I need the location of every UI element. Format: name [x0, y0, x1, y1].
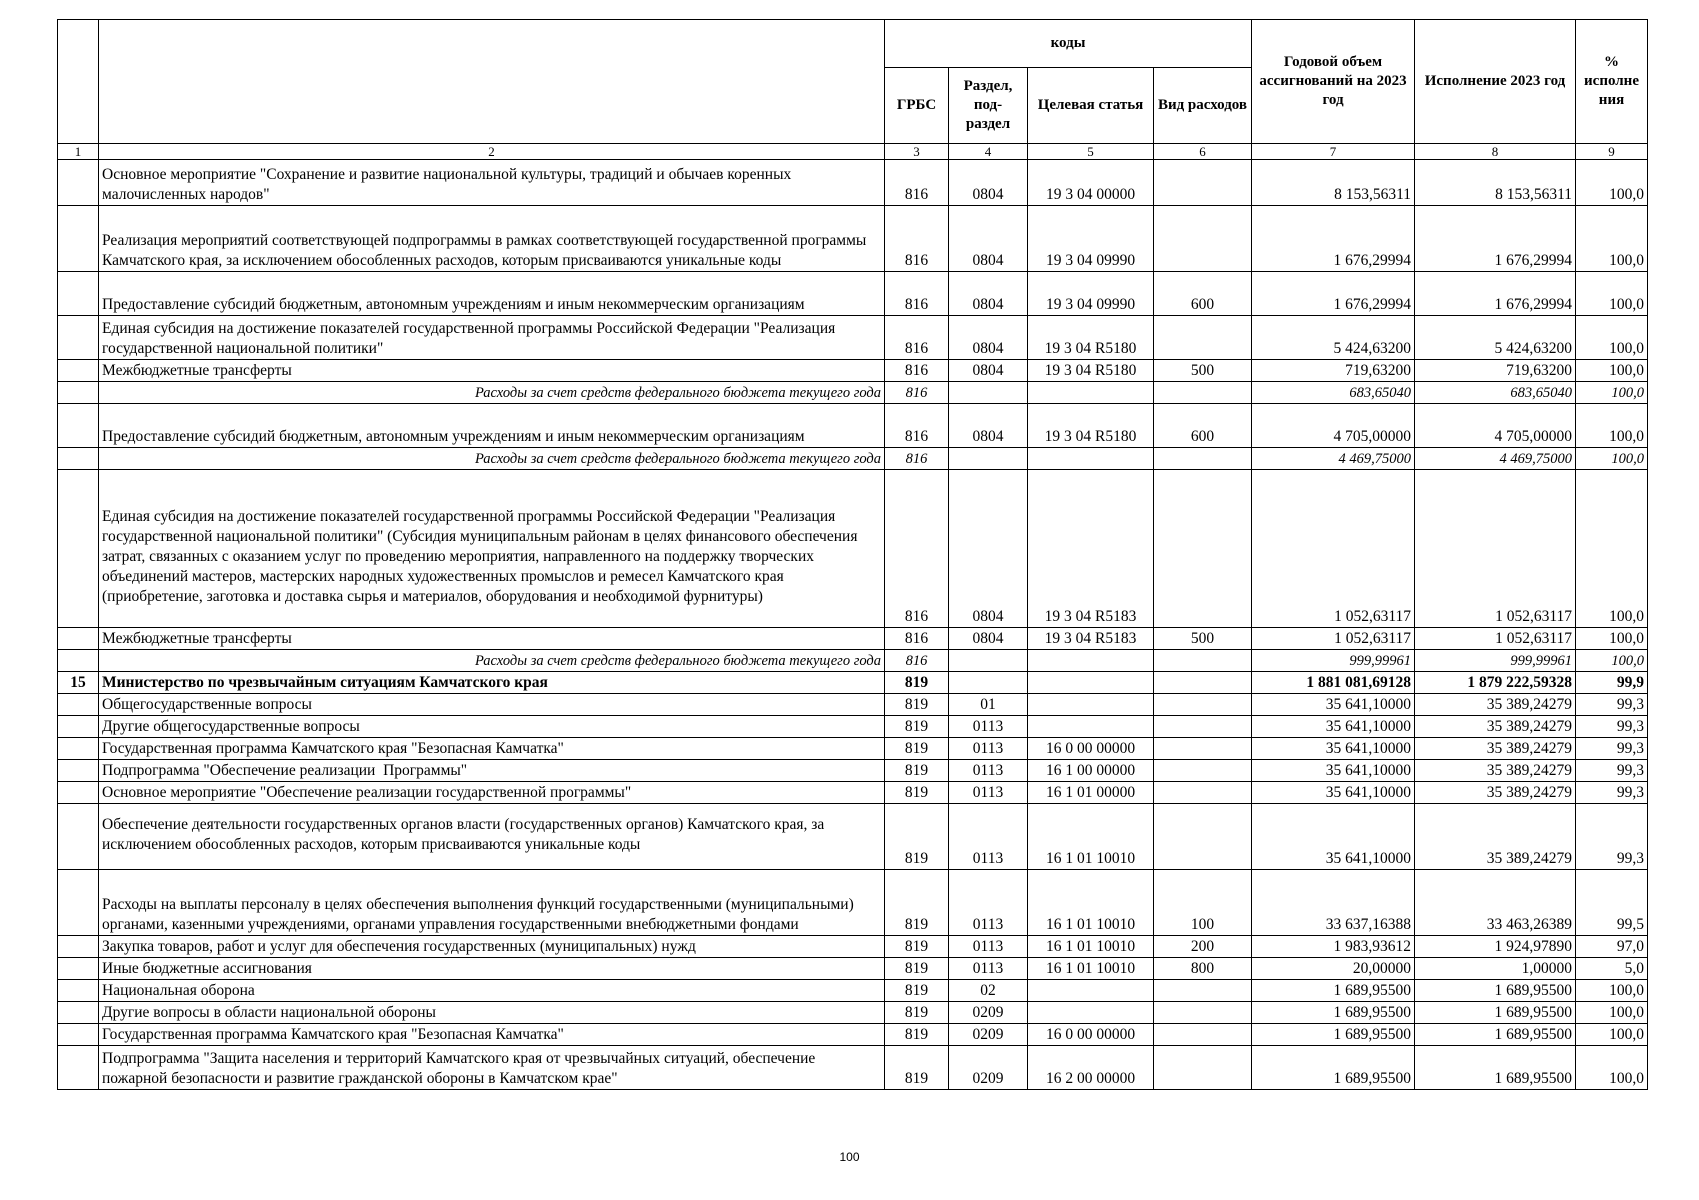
- row-percent: 100,0: [1576, 1046, 1648, 1090]
- row-execution: 1 879 222,59328: [1415, 672, 1576, 694]
- row-number: [58, 782, 99, 804]
- row-execution: 1 689,95500: [1415, 1024, 1576, 1046]
- row-percent: 100,0: [1576, 1002, 1648, 1024]
- header-target: Целевая статья: [1028, 68, 1154, 144]
- row-description: Подпрограмма "Обеспечение реализации Программы": [99, 760, 885, 782]
- row-number: [58, 650, 99, 672]
- row-section: 02: [949, 980, 1028, 1002]
- row-type: [1154, 760, 1252, 782]
- row-section: 0113: [949, 760, 1028, 782]
- row-type: [1154, 804, 1252, 870]
- col-number: 1: [58, 144, 99, 160]
- row-execution: 5 424,63200: [1415, 316, 1576, 360]
- table-row: [58, 1024, 1648, 1046]
- table-header: [58, 20, 1648, 160]
- row-execution: 1 924,97890: [1415, 936, 1576, 958]
- row-type: 100: [1154, 870, 1252, 936]
- row-grbs: 816: [885, 316, 949, 360]
- row-percent: 100,0: [1576, 360, 1648, 382]
- header-codes: коды: [885, 20, 1252, 68]
- row-annual: 35 641,10000: [1252, 694, 1415, 716]
- col-number: 4: [949, 144, 1028, 160]
- row-execution: 4 469,75000: [1415, 448, 1576, 470]
- row-type: 600: [1154, 272, 1252, 316]
- row-percent: 99,3: [1576, 738, 1648, 760]
- table-row: [58, 650, 1648, 672]
- table-row: [58, 360, 1648, 382]
- row-annual: 1 881 081,69128: [1252, 672, 1415, 694]
- row-percent: 99,9: [1576, 672, 1648, 694]
- row-type: [1154, 1024, 1252, 1046]
- row-section: 0113: [949, 716, 1028, 738]
- row-percent: 99,3: [1576, 804, 1648, 870]
- row-section: [949, 382, 1028, 404]
- header-num-cell: [58, 20, 99, 144]
- row-number: [58, 628, 99, 650]
- row-section: 0209: [949, 1002, 1028, 1024]
- row-section: 0209: [949, 1024, 1028, 1046]
- row-target: 16 1 00 00000: [1028, 760, 1154, 782]
- row-target: [1028, 448, 1154, 470]
- row-grbs: 816: [885, 404, 949, 448]
- row-target: [1028, 672, 1154, 694]
- row-type: [1154, 1046, 1252, 1090]
- table-row: [58, 716, 1648, 738]
- row-section: 0113: [949, 782, 1028, 804]
- row-number: [58, 738, 99, 760]
- row-section: 0804: [949, 206, 1028, 272]
- row-section: [949, 672, 1028, 694]
- row-annual: 999,99961: [1252, 650, 1415, 672]
- row-execution: 33 463,26389: [1415, 870, 1576, 936]
- row-number: [58, 694, 99, 716]
- row-number: [58, 382, 99, 404]
- row-percent: 99,3: [1576, 760, 1648, 782]
- row-grbs: 819: [885, 738, 949, 760]
- header-annual: Годовой объем ассигнований на 2023 год: [1252, 20, 1415, 144]
- table-row: [58, 272, 1648, 316]
- row-annual: 20,00000: [1252, 958, 1415, 980]
- row-description: Основное мероприятие "Сохранение и развитие национальной культуры, традиций и обычаев коренных малочисленных народов": [99, 160, 885, 206]
- row-description: Основное мероприятие "Обеспечение реализации государственной программы": [99, 782, 885, 804]
- row-type: [1154, 206, 1252, 272]
- row-target: [1028, 980, 1154, 1002]
- row-annual: 35 641,10000: [1252, 804, 1415, 870]
- row-number: [58, 804, 99, 870]
- table-row: [58, 160, 1648, 206]
- row-annual: 1 676,29994: [1252, 206, 1415, 272]
- col-number: 3: [885, 144, 949, 160]
- row-section: 0804: [949, 404, 1028, 448]
- row-execution: 35 389,24279: [1415, 694, 1576, 716]
- row-percent: 100,0: [1576, 628, 1648, 650]
- row-description: Расходы за счет средств федерального бюджета текущего года: [99, 382, 885, 404]
- row-annual: 1 983,93612: [1252, 936, 1415, 958]
- header-type: Вид расходов: [1154, 68, 1252, 144]
- row-section: 0113: [949, 738, 1028, 760]
- row-number: [58, 272, 99, 316]
- row-percent: 100,0: [1576, 470, 1648, 628]
- table-row: [58, 404, 1648, 448]
- row-number: [58, 360, 99, 382]
- row-section: 0113: [949, 804, 1028, 870]
- column-number-row: [58, 144, 1648, 160]
- row-annual: 1 052,63117: [1252, 628, 1415, 650]
- table-row: [58, 870, 1648, 936]
- row-type: 800: [1154, 958, 1252, 980]
- row-execution: 35 389,24279: [1415, 804, 1576, 870]
- budget-execution-table: [57, 19, 1648, 1090]
- row-target: 16 1 01 10010: [1028, 804, 1154, 870]
- row-section: [949, 650, 1028, 672]
- row-annual: 1 689,95500: [1252, 1024, 1415, 1046]
- row-percent: 97,0: [1576, 936, 1648, 958]
- row-execution: 35 389,24279: [1415, 760, 1576, 782]
- row-type: [1154, 694, 1252, 716]
- header-section: Раздел, под-раздел: [949, 68, 1028, 144]
- row-section: 0804: [949, 272, 1028, 316]
- row-number: [58, 1046, 99, 1090]
- row-description: Государственная программа Камчатского края "Безопасная Камчатка": [99, 738, 885, 760]
- row-type: [1154, 316, 1252, 360]
- row-description: Закупка товаров, работ и услуг для обеспечения государственных (муниципальных) нужд: [99, 936, 885, 958]
- row-grbs: 819: [885, 1046, 949, 1090]
- header-execution: Исполнение 2023 год: [1415, 20, 1576, 144]
- row-number: [58, 404, 99, 448]
- row-execution: 1 052,63117: [1415, 470, 1576, 628]
- row-grbs: 816: [885, 360, 949, 382]
- row-number: [58, 716, 99, 738]
- row-annual: 683,65040: [1252, 382, 1415, 404]
- row-section: 0804: [949, 628, 1028, 650]
- table-row: [58, 1002, 1648, 1024]
- row-percent: 100,0: [1576, 980, 1648, 1002]
- table-row: [58, 936, 1648, 958]
- row-annual: 4 705,00000: [1252, 404, 1415, 448]
- row-target: 19 3 04 R5183: [1028, 470, 1154, 628]
- row-description: Межбюджетные трансферты: [99, 628, 885, 650]
- row-section: 0113: [949, 870, 1028, 936]
- row-grbs: 819: [885, 958, 949, 980]
- row-target: [1028, 1002, 1154, 1024]
- table-row: [58, 382, 1648, 404]
- row-execution: 1 689,95500: [1415, 980, 1576, 1002]
- row-target: 19 3 04 09990: [1028, 206, 1154, 272]
- row-number: [58, 958, 99, 980]
- row-type: [1154, 980, 1252, 1002]
- table-row: [58, 470, 1648, 628]
- row-annual: 33 637,16388: [1252, 870, 1415, 936]
- table-row: [58, 672, 1648, 694]
- row-percent: 100,0: [1576, 206, 1648, 272]
- row-percent: 100,0: [1576, 382, 1648, 404]
- row-description: Обеспечение деятельности государственных органов власти (государственных органов) Камчатского края, за исключением обособленных расходов, которым присваиваются уникальные коды: [99, 804, 885, 870]
- table-row: [58, 206, 1648, 272]
- row-section: 0804: [949, 160, 1028, 206]
- row-target: [1028, 694, 1154, 716]
- row-section: 0804: [949, 470, 1028, 628]
- row-execution: 1 689,95500: [1415, 1002, 1576, 1024]
- row-annual: 4 469,75000: [1252, 448, 1415, 470]
- row-percent: 100,0: [1576, 404, 1648, 448]
- row-number: [58, 1024, 99, 1046]
- row-grbs: 819: [885, 980, 949, 1002]
- row-description: Реализация мероприятий соответствующей подпрограммы в рамках соответствующей государственной программы Камчатского края, за исключением обособленных расходов, которым присваиваются уникальные коды: [99, 206, 885, 272]
- row-execution: 1,00000: [1415, 958, 1576, 980]
- row-description: Единая субсидия на достижение показателей государственной программы Российской Федерации "Реализация государственной национальной политики" (Субсидия муниципальным районам в целях финансового обеспечения затрат, связанных с оказанием услуг по проведению мероприятия, направленного на поддержку творческих объединений мастеров, мастерских народных художественных промыслов и ремесел Камчатского края (приобретение, заготовка и доставка сырья и материалов, оборудования и необходимой фурнитуры): [99, 470, 885, 628]
- row-grbs: 816: [885, 272, 949, 316]
- row-grbs: 819: [885, 1024, 949, 1046]
- row-target: 16 1 01 00000: [1028, 782, 1154, 804]
- row-description: Национальная оборона: [99, 980, 885, 1002]
- table-row: [58, 980, 1648, 1002]
- row-description: Подпрограмма "Защита населения и территорий Камчатского края от чрезвычайных ситуаций, обеспечение пожарной безопасности и развитие гражданской обороны в Камчатском крае": [99, 1046, 885, 1090]
- row-type: 200: [1154, 936, 1252, 958]
- row-execution: 35 389,24279: [1415, 716, 1576, 738]
- row-target: 16 1 01 10010: [1028, 958, 1154, 980]
- row-target: 16 1 01 10010: [1028, 870, 1154, 936]
- row-description: Предоставление субсидий бюджетным, автономным учреждениям и иным некоммерческим организациям: [99, 272, 885, 316]
- row-section: 0113: [949, 936, 1028, 958]
- row-percent: 100,0: [1576, 160, 1648, 206]
- col-number: 2: [99, 144, 885, 160]
- row-type: [1154, 738, 1252, 760]
- row-grbs: 819: [885, 672, 949, 694]
- row-percent: 100,0: [1576, 448, 1648, 470]
- table-row: [58, 628, 1648, 650]
- row-annual: 1 689,95500: [1252, 1002, 1415, 1024]
- row-description: Другие общегосударственные вопросы: [99, 716, 885, 738]
- row-execution: 719,63200: [1415, 360, 1576, 382]
- row-percent: 100,0: [1576, 272, 1648, 316]
- row-section: 0113: [949, 958, 1028, 980]
- row-number: [58, 316, 99, 360]
- row-execution: 999,99961: [1415, 650, 1576, 672]
- row-grbs: 816: [885, 628, 949, 650]
- row-number: [58, 470, 99, 628]
- row-grbs: 816: [885, 160, 949, 206]
- row-number: [58, 206, 99, 272]
- row-annual: 5 424,63200: [1252, 316, 1415, 360]
- row-description: Общегосударственные вопросы: [99, 694, 885, 716]
- row-grbs: 819: [885, 870, 949, 936]
- row-description: Министерство по чрезвычайным ситуациям Камчатского края: [99, 672, 885, 694]
- row-grbs: 819: [885, 716, 949, 738]
- row-section: 0804: [949, 360, 1028, 382]
- row-execution: 4 705,00000: [1415, 404, 1576, 448]
- table-body: [58, 160, 1648, 1090]
- row-target: [1028, 382, 1154, 404]
- col-number: 8: [1415, 144, 1576, 160]
- row-grbs: 819: [885, 1002, 949, 1024]
- row-grbs: 816: [885, 448, 949, 470]
- row-percent: 99,5: [1576, 870, 1648, 936]
- col-number: 6: [1154, 144, 1252, 160]
- row-annual: 1 676,29994: [1252, 272, 1415, 316]
- row-type: 500: [1154, 628, 1252, 650]
- row-execution: 35 389,24279: [1415, 782, 1576, 804]
- table-row: [58, 958, 1648, 980]
- row-grbs: 816: [885, 382, 949, 404]
- row-annual: 1 689,95500: [1252, 980, 1415, 1002]
- row-section: 01: [949, 694, 1028, 716]
- row-target: 16 1 01 10010: [1028, 936, 1154, 958]
- row-target: 19 3 04 09990: [1028, 272, 1154, 316]
- row-type: [1154, 160, 1252, 206]
- row-target: 16 0 00 00000: [1028, 1024, 1154, 1046]
- row-type: [1154, 382, 1252, 404]
- row-annual: 35 641,10000: [1252, 738, 1415, 760]
- row-grbs: 816: [885, 470, 949, 628]
- row-percent: 5,0: [1576, 958, 1648, 980]
- row-percent: 100,0: [1576, 1024, 1648, 1046]
- row-description: Расходы за счет средств федерального бюджета текущего года: [99, 650, 885, 672]
- row-type: 500: [1154, 360, 1252, 382]
- header-grbs: ГРБС: [885, 68, 949, 144]
- row-grbs: 819: [885, 936, 949, 958]
- row-execution: 35 389,24279: [1415, 738, 1576, 760]
- row-execution: 1 689,95500: [1415, 1046, 1576, 1090]
- row-grbs: 816: [885, 206, 949, 272]
- table-row: [58, 804, 1648, 870]
- row-annual: 1 052,63117: [1252, 470, 1415, 628]
- row-type: [1154, 782, 1252, 804]
- row-description: Расходы за счет средств федерального бюджета текущего года: [99, 448, 885, 470]
- row-number: [58, 936, 99, 958]
- row-percent: 99,3: [1576, 694, 1648, 716]
- row-section: 0804: [949, 316, 1028, 360]
- row-number: [58, 160, 99, 206]
- row-annual: 8 153,56311: [1252, 160, 1415, 206]
- row-type: [1154, 448, 1252, 470]
- row-number: [58, 980, 99, 1002]
- row-annual: 35 641,10000: [1252, 782, 1415, 804]
- row-type: [1154, 672, 1252, 694]
- row-target: [1028, 716, 1154, 738]
- col-number: 9: [1576, 144, 1648, 160]
- row-section: 0209: [949, 1046, 1028, 1090]
- row-number: 15: [58, 672, 99, 694]
- row-number: [58, 870, 99, 936]
- row-type: [1154, 716, 1252, 738]
- row-execution: 1 052,63117: [1415, 628, 1576, 650]
- row-grbs: 819: [885, 694, 949, 716]
- row-number: [58, 760, 99, 782]
- table-row: [58, 1046, 1648, 1090]
- row-execution: 1 676,29994: [1415, 206, 1576, 272]
- row-number: [58, 448, 99, 470]
- row-type: [1154, 650, 1252, 672]
- row-percent: 100,0: [1576, 316, 1648, 360]
- col-number: 5: [1028, 144, 1154, 160]
- row-target: 19 3 04 R5180: [1028, 360, 1154, 382]
- row-target: 16 0 00 00000: [1028, 738, 1154, 760]
- row-percent: 99,3: [1576, 716, 1648, 738]
- table-row: [58, 760, 1648, 782]
- row-number: [58, 1002, 99, 1024]
- row-annual: 35 641,10000: [1252, 760, 1415, 782]
- row-description: Другие вопросы в области национальной обороны: [99, 1002, 885, 1024]
- row-description: Межбюджетные трансферты: [99, 360, 885, 382]
- row-target: [1028, 650, 1154, 672]
- row-description: Предоставление субсидий бюджетным, автономным учреждениям и иным некоммерческим организациям: [99, 404, 885, 448]
- header-percent: % исполне ния: [1576, 20, 1648, 144]
- row-percent: 99,3: [1576, 782, 1648, 804]
- row-type: [1154, 1002, 1252, 1024]
- table-row: [58, 694, 1648, 716]
- row-target: 19 3 04 R5180: [1028, 404, 1154, 448]
- row-type: [1154, 470, 1252, 628]
- row-description: Единая субсидия на достижение показателей государственной программы Российской Федерации "Реализация государственной национальной политики": [99, 316, 885, 360]
- table-row: [58, 782, 1648, 804]
- row-target: 19 3 04 R5183: [1028, 628, 1154, 650]
- page-number: 100: [839, 1150, 860, 1164]
- row-execution: 1 676,29994: [1415, 272, 1576, 316]
- row-grbs: 819: [885, 760, 949, 782]
- row-annual: 35 641,10000: [1252, 716, 1415, 738]
- row-target: 16 2 00 00000: [1028, 1046, 1154, 1090]
- row-target: 19 3 04 00000: [1028, 160, 1154, 206]
- row-execution: 8 153,56311: [1415, 160, 1576, 206]
- row-description: Иные бюджетные ассигнования: [99, 958, 885, 980]
- row-type: 600: [1154, 404, 1252, 448]
- row-grbs: 819: [885, 804, 949, 870]
- row-target: 19 3 04 R5180: [1028, 316, 1154, 360]
- row-description: Расходы на выплаты персоналу в целях обеспечения выполнения функций государственными (муниципальными) органами, казенными учреждениями, органами управления государственными внебюджетными фондами: [99, 870, 885, 936]
- table-row: [58, 316, 1648, 360]
- row-annual: 719,63200: [1252, 360, 1415, 382]
- row-grbs: 816: [885, 650, 949, 672]
- row-percent: 100,0: [1576, 650, 1648, 672]
- row-execution: 683,65040: [1415, 382, 1576, 404]
- table-row: [58, 738, 1648, 760]
- header-desc-cell: [99, 20, 885, 144]
- row-description: Государственная программа Камчатского края "Безопасная Камчатка": [99, 1024, 885, 1046]
- row-annual: 1 689,95500: [1252, 1046, 1415, 1090]
- row-section: [949, 448, 1028, 470]
- col-number: 7: [1252, 144, 1415, 160]
- table-row: [58, 448, 1648, 470]
- row-grbs: 819: [885, 782, 949, 804]
